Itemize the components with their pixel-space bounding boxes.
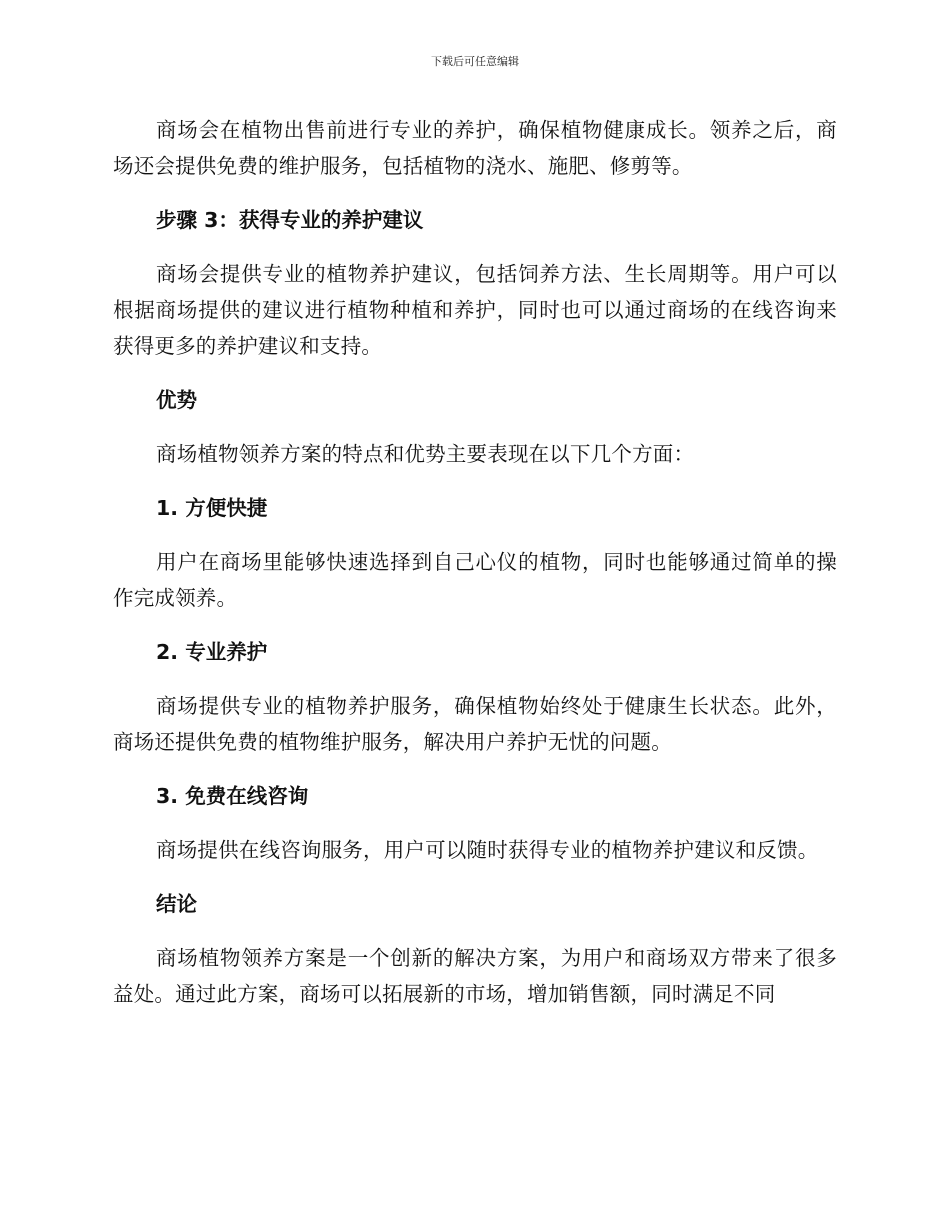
paragraph-advantages-intro: 商场植物领养方案的特点和优势主要表现在以下几个方面： (156, 442, 695, 466)
paragraph-free-consulting: 商场提供在线咨询服务，用户可以随时获得专业的植物养护建议和反馈。 (156, 838, 819, 862)
heading-free-consulting: 3. 免费在线咨询 (156, 784, 309, 808)
heading-conclusion: 结论 (156, 892, 197, 916)
paragraph-convenient: 用户在商场里能够快速选择到自己心仪的植物，同时也能够通过简单的操作完成领养。 (113, 550, 837, 610)
heading-step-3: 步骤 3：获得专业的养护建议 (156, 208, 424, 232)
paragraph-maintenance: 商场会在植物出售前进行专业的养护，确保植物健康成长。领养之后，商场还会提供免费的维护服务，包括植物的浇水、施肥、修剪等。 (113, 118, 837, 178)
page-header: 下载后可任意编辑 (431, 55, 519, 68)
paragraph-conclusion: 商场植物领养方案是一个创新的解决方案，为用户和商场双方带来了很多益处。通过此方案，商场可以拓展新的市场，增加销售额，同时满足不同 (113, 946, 837, 1006)
paragraph-advice: 商场会提供专业的植物养护建议，包括饲养方法、生长周期等。用户可以根据商场提供的建议进行植物种植和养护，同时也可以通过商场的在线咨询来获得更多的养护建议和支持。 (113, 262, 837, 358)
heading-professional-care: 2. 专业养护 (156, 640, 268, 664)
document-body (113, 112, 837, 1012)
heading-advantages: 优势 (156, 388, 197, 412)
heading-convenient: 1. 方便快捷 (156, 496, 268, 520)
paragraph-professional-care: 商场提供专业的植物养护服务，确保植物始终处于健康生长状态。此外，商场还提供免费的植物维护服务，解决用户养护无忧的问题。 (113, 694, 837, 754)
